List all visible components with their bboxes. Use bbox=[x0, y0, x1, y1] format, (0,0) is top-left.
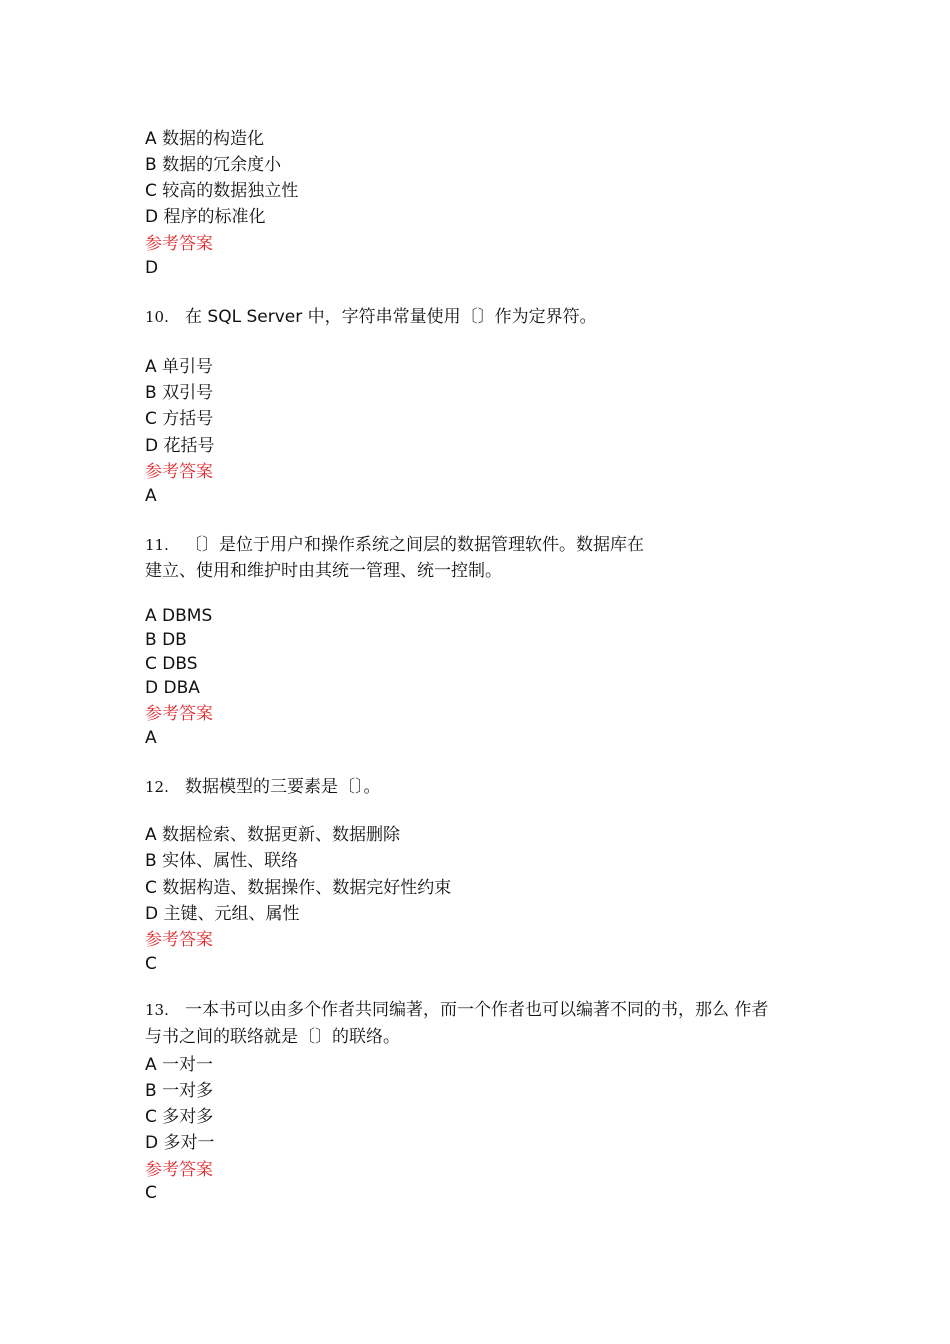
answer-value: A bbox=[145, 486, 157, 506]
question-number: 13. bbox=[145, 1001, 169, 1019]
question-number: 11. bbox=[145, 536, 169, 554]
answer-label: 参考答案 bbox=[145, 1160, 213, 1180]
option-d: D DBA bbox=[145, 678, 200, 698]
option-b: B DB bbox=[145, 630, 187, 650]
option-c: C 方括号 bbox=[145, 409, 214, 429]
option-b: B 数据的冗余度小 bbox=[145, 155, 282, 175]
question-text: 一本书可以由多个作者共同编著，而一个作者也可以编著不同的书，那么 作者 bbox=[185, 1000, 769, 1020]
option-a: A DBMS bbox=[145, 606, 213, 626]
question-number: 10. bbox=[145, 308, 169, 326]
option-a: A 数据的构造化 bbox=[145, 129, 265, 149]
option-a: A 数据检索、数据更新、数据删除 bbox=[145, 825, 401, 845]
question-text-continued: 与书之间的联络就是〔〕的联络。 bbox=[145, 1027, 400, 1047]
answer-label: 参考答案 bbox=[145, 234, 213, 254]
question-11 bbox=[145, 534, 644, 556]
option-d: D 花括号 bbox=[145, 436, 215, 456]
answer-value: A bbox=[145, 728, 157, 748]
question-number: 12. bbox=[145, 778, 169, 796]
question-text: 在 SQL Server 中，字符串常量使用〔〕作为定界符。 bbox=[185, 307, 597, 327]
answer-label: 参考答案 bbox=[145, 930, 213, 950]
answer-value: D bbox=[145, 258, 159, 278]
question-12 bbox=[145, 776, 381, 798]
option-c: C DBS bbox=[145, 654, 198, 674]
option-d: D 主键、元组、属性 bbox=[145, 904, 300, 924]
option-a: A 单引号 bbox=[145, 357, 214, 377]
answer-label: 参考答案 bbox=[145, 462, 213, 482]
question-13 bbox=[145, 999, 768, 1021]
question-10 bbox=[145, 306, 597, 328]
answer-value: C bbox=[145, 954, 157, 974]
answer-label: 参考答案 bbox=[145, 704, 213, 724]
option-d: D 多对一 bbox=[145, 1133, 215, 1153]
option-d: D 程序的标准化 bbox=[145, 207, 266, 227]
option-b: B 双引号 bbox=[145, 383, 214, 403]
question-text: 数据模型的三要素是〔〕。 bbox=[185, 777, 381, 797]
option-c: C 多对多 bbox=[145, 1107, 214, 1127]
question-text-continued: 建立、使用和维护时由其统一管理、统一控制。 bbox=[145, 561, 502, 581]
option-c: C 较高的数据独立性 bbox=[145, 181, 299, 201]
option-c: C 数据构造、数据操作、数据完好性约束 bbox=[145, 878, 452, 898]
answer-value: C bbox=[145, 1183, 157, 1203]
question-text: 〔〕是位于用户和操作系统之间层的数据管理软件。数据库在 bbox=[185, 535, 644, 555]
option-b: B 实体、属性、联络 bbox=[145, 851, 299, 871]
option-b: B 一对多 bbox=[145, 1081, 214, 1101]
option-a: A 一对一 bbox=[145, 1055, 214, 1075]
